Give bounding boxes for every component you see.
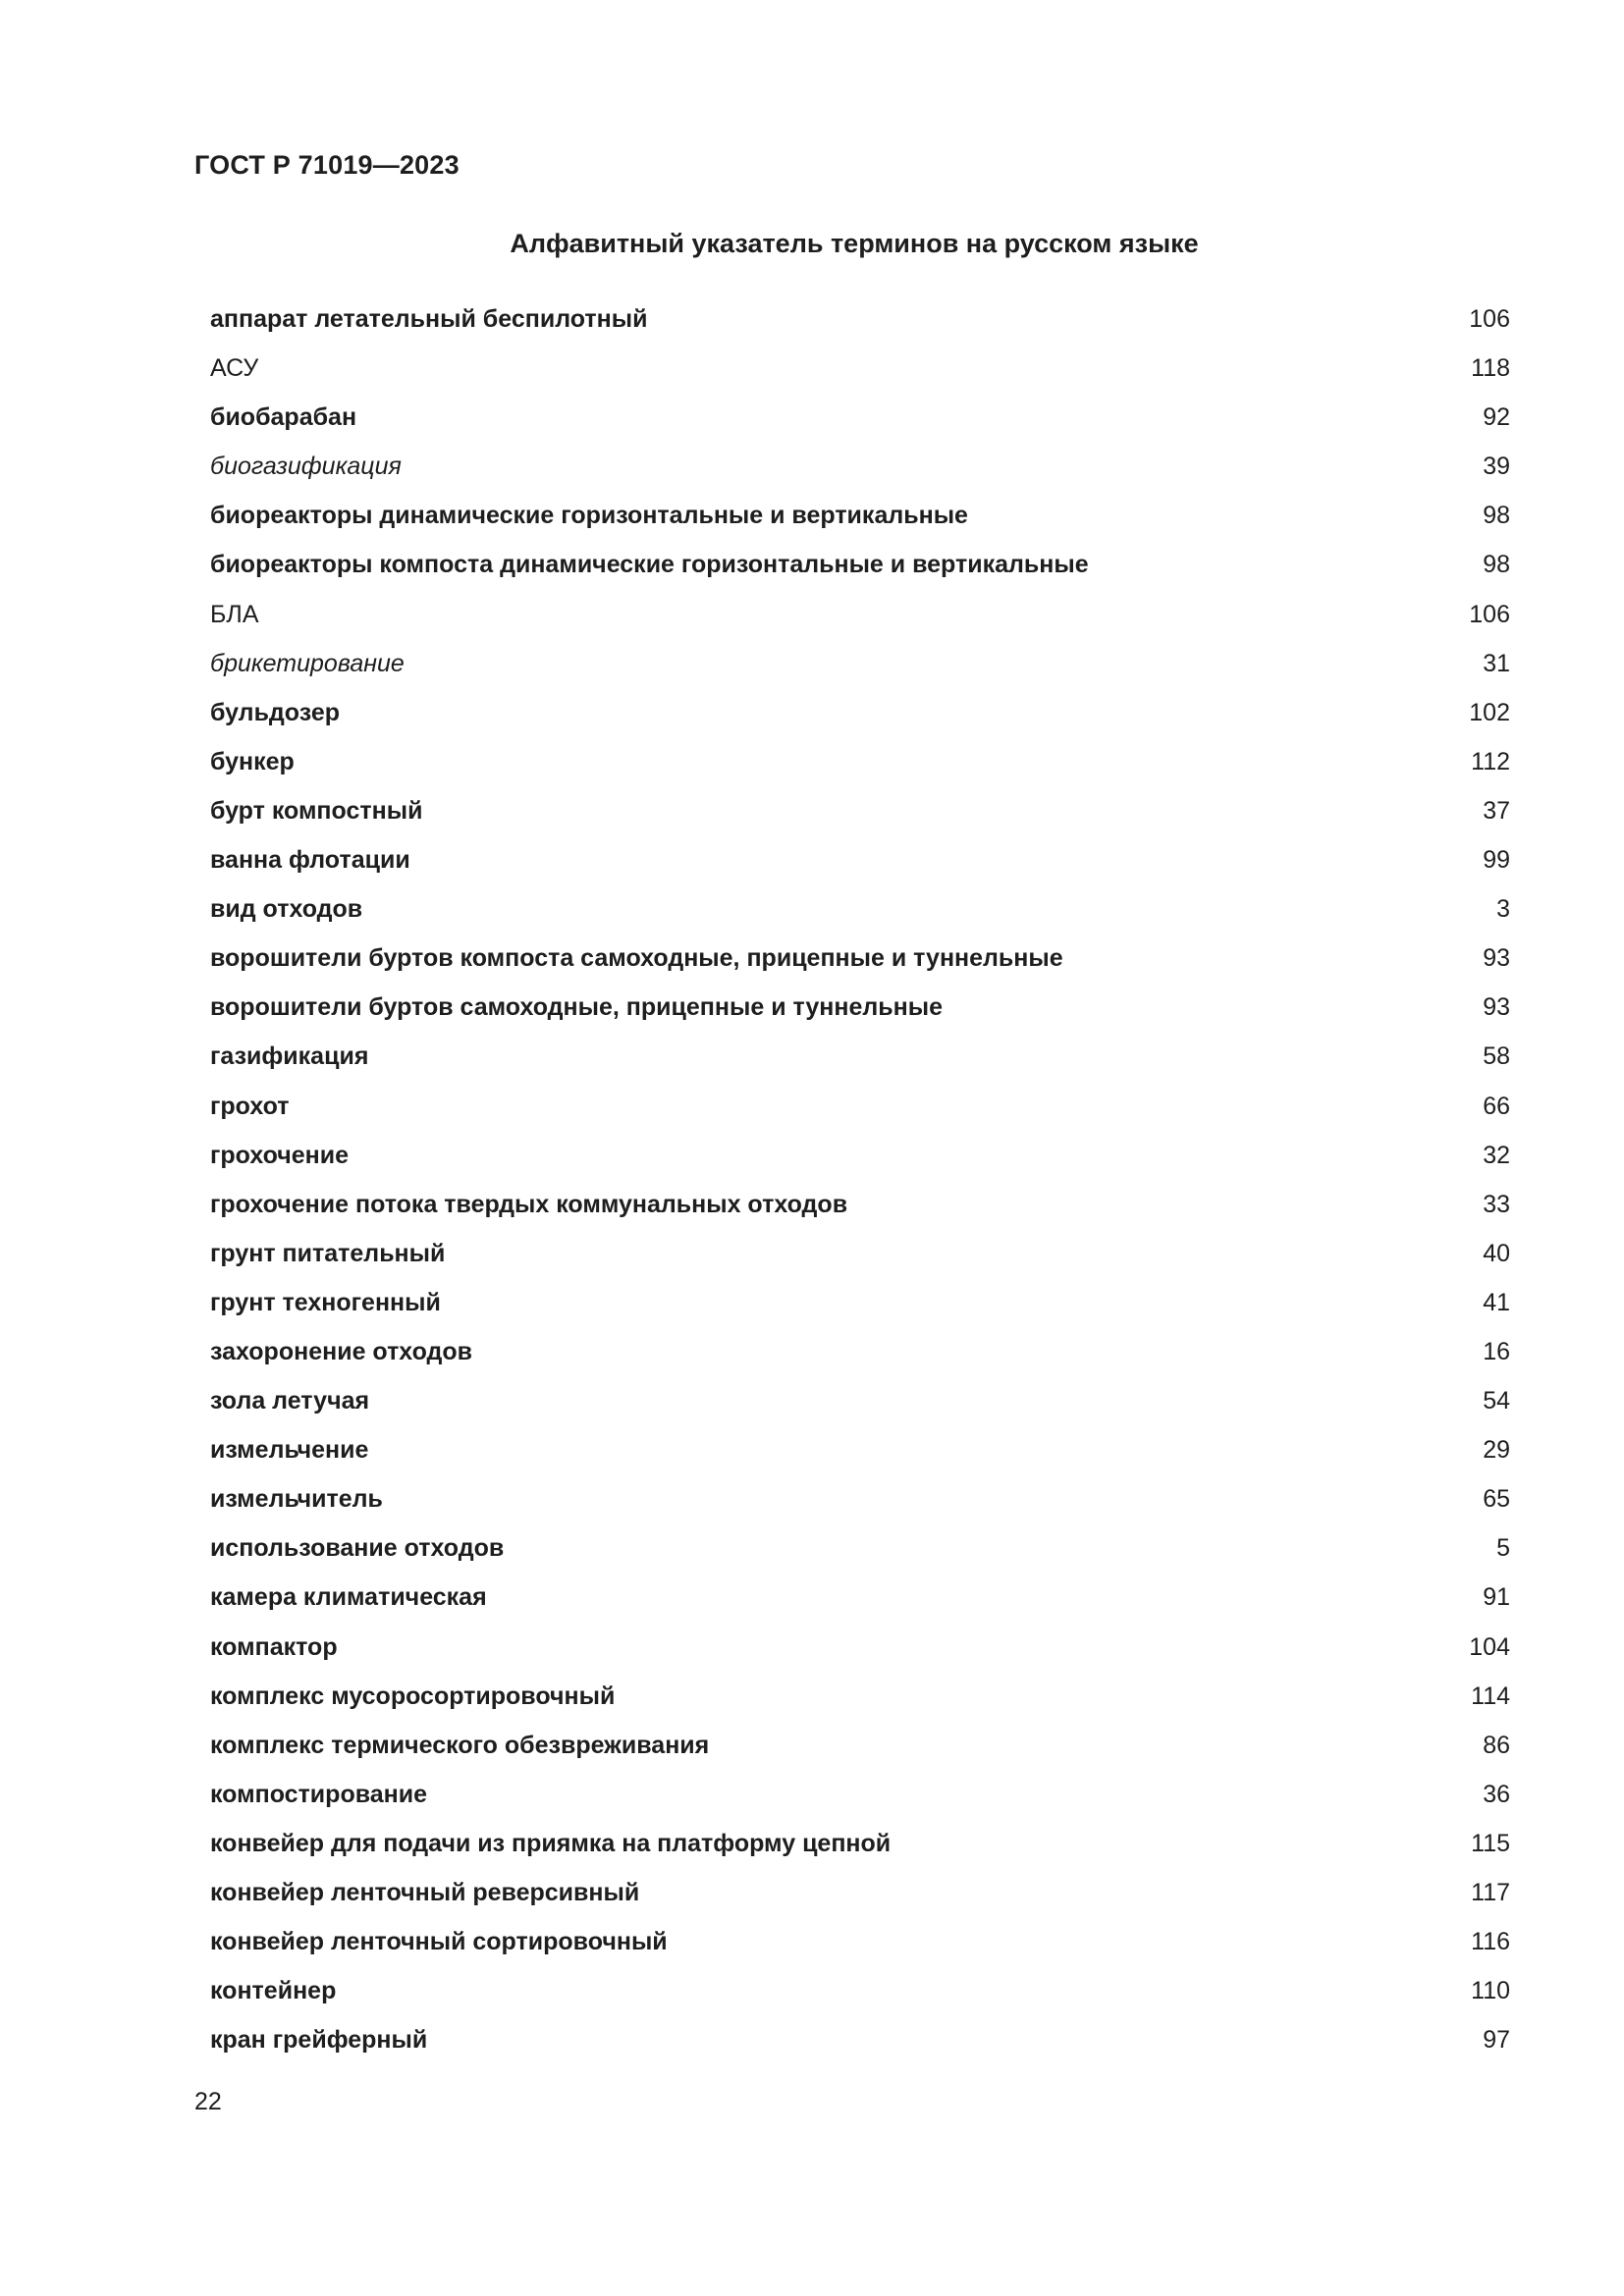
term-row — [210, 644, 1510, 693]
term-row — [210, 1528, 1510, 1577]
term-text: БЛА — [210, 600, 259, 628]
term-text: биобарабан — [210, 403, 357, 432]
term-reference-number: 114 — [1471, 1682, 1510, 1710]
term-text: грунт питательный — [210, 1239, 446, 1267]
term-row — [210, 840, 1510, 889]
term-text: грохот — [210, 1092, 290, 1120]
term-row — [210, 693, 1510, 742]
term-reference-number: 40 — [1483, 1239, 1510, 1267]
term-row — [210, 1677, 1510, 1726]
term-reference-number: 32 — [1483, 1141, 1510, 1169]
term-reference-number: 118 — [1471, 354, 1510, 383]
term-reference-number: 117 — [1471, 1879, 1510, 1906]
term-text: брикетирование — [210, 649, 405, 677]
term-text: АСУ — [210, 354, 259, 383]
term-text: бульдозер — [210, 698, 341, 726]
term-text: газификация — [210, 1042, 369, 1071]
term-row — [210, 1136, 1510, 1185]
term-row — [210, 299, 1510, 348]
term-reference-number: 98 — [1483, 551, 1510, 579]
term-text: кран грейферный — [210, 2026, 428, 2055]
term-text: грохочение — [210, 1141, 350, 1169]
term-row — [210, 1087, 1510, 1136]
term-row — [210, 447, 1510, 496]
term-row — [210, 398, 1510, 447]
term-reference-number: 99 — [1483, 846, 1510, 875]
term-reference-number: 5 — [1496, 1534, 1510, 1563]
term-reference-number: 33 — [1483, 1190, 1510, 1218]
term-text: комплекс термического обезвреживания — [210, 1731, 710, 1759]
term-text: ванна флотации — [210, 846, 410, 875]
term-reference-number: 112 — [1471, 747, 1510, 775]
term-text: компактор — [210, 1632, 338, 1661]
term-text: захоронение отходов — [210, 1337, 473, 1365]
term-row — [210, 889, 1510, 938]
term-text: контейнер — [210, 1977, 337, 2005]
term-reference-number: 104 — [1469, 1632, 1510, 1661]
term-row — [210, 1234, 1510, 1283]
document-code: ГОСТ Р 71019—2023 — [194, 150, 460, 180]
term-reference-number: 98 — [1483, 502, 1510, 530]
term-reference-number: 65 — [1483, 1485, 1510, 1514]
term-text: измельчение — [210, 1436, 369, 1465]
term-reference-number: 93 — [1483, 944, 1510, 973]
term-text: грохочение потока твердых коммунальных отходов — [210, 1190, 848, 1218]
term-reference-number: 115 — [1471, 1829, 1510, 1857]
term-reference-number: 106 — [1469, 305, 1510, 333]
term-text: вид отходов — [210, 895, 363, 924]
term-reference-number: 41 — [1483, 1288, 1510, 1316]
term-row — [210, 1824, 1510, 1873]
term-row — [210, 988, 1510, 1037]
term-reference-number: 91 — [1483, 1583, 1510, 1612]
term-text: камера климатическая — [210, 1583, 487, 1612]
term-row — [210, 1922, 1510, 1971]
term-row — [210, 791, 1510, 840]
term-text: использование отходов — [210, 1534, 505, 1563]
term-row — [210, 742, 1510, 791]
term-text: аппарат летательный беспилотный — [210, 305, 648, 333]
term-reference-number: 116 — [1471, 1928, 1510, 1956]
term-text: конвейер для подачи из приямка на платформу цепной — [210, 1829, 892, 1857]
term-reference-number: 37 — [1483, 796, 1510, 825]
term-text: бункер — [210, 747, 295, 775]
term-reference-number: 97 — [1483, 2026, 1510, 2055]
term-text: компостирование — [210, 1780, 428, 1808]
term-row — [210, 1775, 1510, 1824]
term-row — [210, 595, 1510, 644]
term-row — [210, 1332, 1510, 1381]
term-reference-number: 58 — [1483, 1042, 1510, 1071]
term-text: ворошители буртов компоста самоходные, прицепные и туннельные — [210, 944, 1063, 973]
term-text: конвейер ленточный сортировочный — [210, 1928, 668, 1956]
term-row — [210, 496, 1510, 545]
term-row — [210, 1283, 1510, 1332]
term-row — [210, 1726, 1510, 1775]
term-reference-number: 54 — [1483, 1387, 1510, 1415]
term-text: биореакторы динамические горизонтальные и вертикальные — [210, 502, 968, 530]
term-text: конвейер ленточный реверсивный — [210, 1879, 640, 1906]
term-text: бурт компостный — [210, 796, 423, 825]
term-text: зола летучая — [210, 1387, 370, 1415]
index-title: Алфавитный указатель терминов на русском языке — [510, 229, 1199, 258]
term-text: биогазификация — [210, 453, 402, 481]
term-row — [210, 1037, 1510, 1086]
term-reference-number: 31 — [1483, 649, 1510, 677]
term-reference-number: 106 — [1469, 600, 1510, 628]
term-reference-number: 86 — [1483, 1731, 1510, 1759]
term-row — [210, 1628, 1510, 1677]
term-text: грунт техногенный — [210, 1288, 441, 1316]
term-row — [210, 348, 1510, 398]
term-reference-number: 3 — [1496, 895, 1510, 924]
term-row — [210, 1381, 1510, 1430]
term-reference-number: 36 — [1483, 1780, 1510, 1808]
term-row — [210, 2020, 1510, 2069]
term-row — [210, 1971, 1510, 2020]
term-row — [210, 938, 1510, 988]
term-reference-number: 29 — [1483, 1436, 1510, 1465]
term-row — [210, 1185, 1510, 1234]
page-number: 22 — [194, 2088, 222, 2115]
term-reference-number: 92 — [1483, 403, 1510, 432]
term-reference-number: 66 — [1483, 1092, 1510, 1120]
term-row — [210, 1430, 1510, 1479]
term-row — [210, 1577, 1510, 1627]
term-row — [210, 1873, 1510, 1922]
term-row — [210, 1479, 1510, 1528]
term-index-list — [210, 299, 1510, 2069]
term-reference-number: 39 — [1483, 453, 1510, 481]
term-row — [210, 545, 1510, 594]
term-reference-number: 102 — [1469, 698, 1510, 726]
term-reference-number: 93 — [1483, 993, 1510, 1022]
term-text: биореакторы компоста динамические горизонтальные и вертикальные — [210, 551, 1089, 579]
term-reference-number: 16 — [1483, 1337, 1510, 1365]
term-text: измельчитель — [210, 1485, 383, 1514]
term-text: комплекс мусоросортировочный — [210, 1682, 616, 1710]
term-reference-number: 110 — [1471, 1977, 1510, 2005]
term-text: ворошители буртов самоходные, прицепные и туннельные — [210, 993, 943, 1022]
